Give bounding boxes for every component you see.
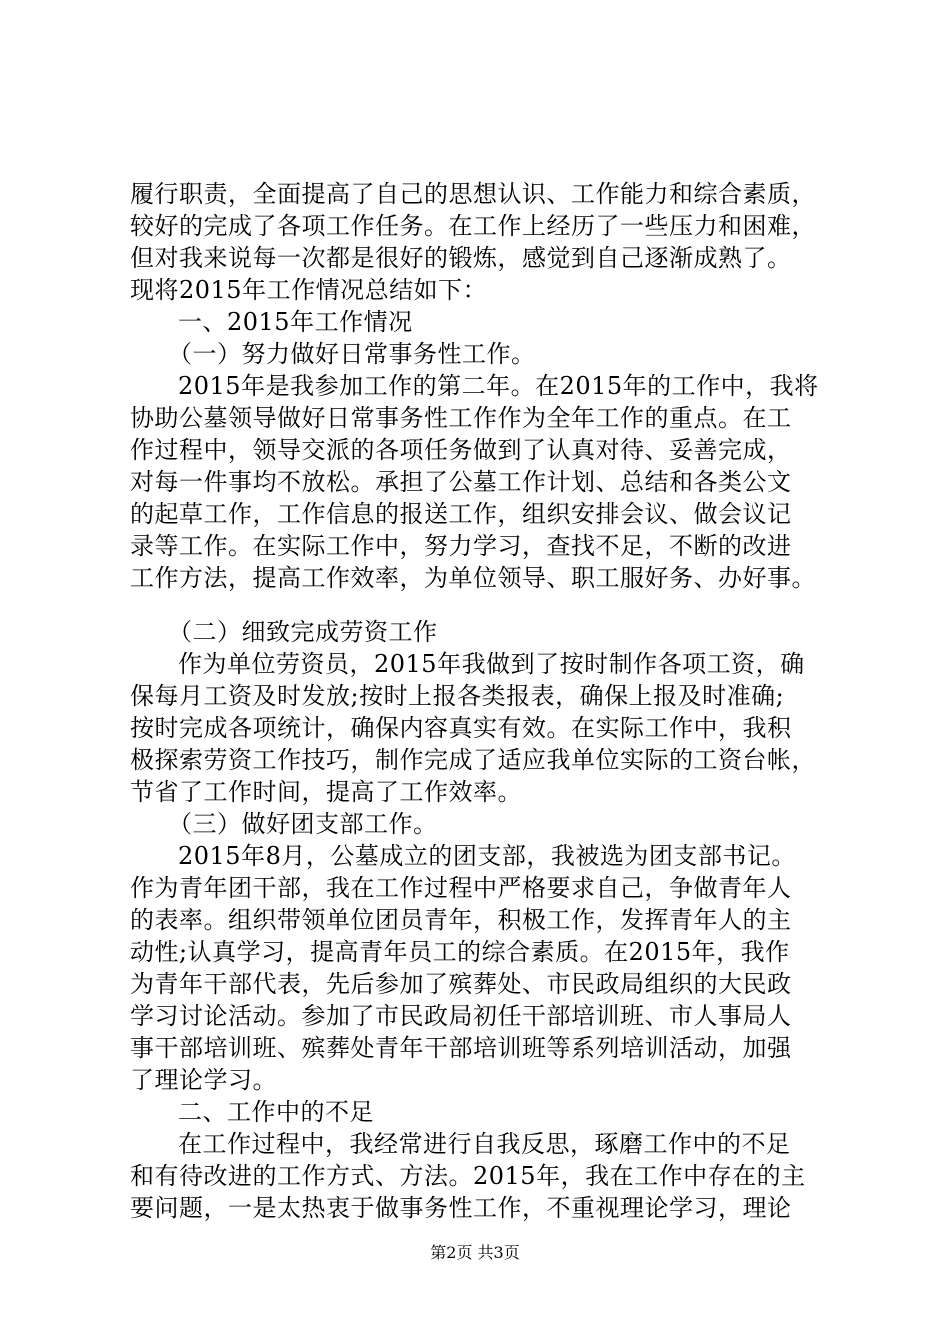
body-text-line: 极探索劳资工作技巧，制作完成了适应我单位实际的工资台帐， — [130, 746, 816, 774]
body-text-line: 动性;认真学习，提高青年员工的综合素质。在2015年，我作 — [130, 938, 790, 966]
body-text-line: 要问题，一是太热衷于做事务性工作，不重视理论学习，理论 — [130, 1194, 792, 1222]
body-text-line: 工作方法，提高工作效率，为单位领导、职工服好务、办好事。 — [130, 564, 816, 592]
subsection-heading: （二）细致完成劳资工作 — [168, 618, 438, 646]
body-text-line: 为青年干部代表，先后参加了殡葬处、市民政局组织的大民政 — [130, 970, 792, 998]
body-text-line: 节省了工作时间，提高了工作效率。 — [130, 778, 522, 806]
body-text-line: 的表率。组织带领单位团员青年，积极工作，发挥青年人的主 — [130, 906, 792, 934]
body-text-line: 作为青年团干部，我在工作过程中严格要求自己，争做青年人 — [130, 874, 792, 902]
body-text-line: 了理论学习。 — [130, 1066, 277, 1094]
body-text-line: 履行职责，全面提高了自己的思想认识、工作能力和综合素质， — [130, 180, 816, 208]
body-text-line: 作为单位劳资员，2015年我做到了按时制作各项工资，确 — [178, 650, 805, 678]
body-text-line: 学习讨论活动。参加了市民政局初任干部培训班、市人事局人 — [130, 1002, 792, 1030]
subsection-heading: （一）努力做好日常事务性工作。 — [168, 340, 536, 368]
body-text-line: 在工作过程中，我经常进行自我反思，琢磨工作中的不足 — [178, 1130, 791, 1158]
body-text-line: 事干部培训班、殡葬处青年干部培训班等系列培训活动，加强 — [130, 1034, 792, 1062]
body-text-line: 2015年是我参加工作的第二年。在2015年的工作中，我将 — [178, 372, 819, 400]
body-text-line: 按时完成各项统计，确保内容真实有效。在实际工作中，我积 — [130, 714, 792, 742]
body-text-line: 但对我来说每一次都是很好的锻炼，感觉到自己逐渐成熟了。 — [130, 244, 792, 272]
section-heading: 二、工作中的不足 — [178, 1098, 374, 1126]
body-text-line: 协助公墓领导做好日常事务性工作作为全年工作的重点。在工 — [130, 404, 792, 432]
body-text-line: 对每一件事均不放松。承担了公墓工作计划、总结和各类公文 — [130, 468, 792, 496]
subsection-heading: （三）做好团支部工作。 — [168, 810, 438, 838]
body-text-line: 保每月工资及时发放;按时上报各类报表，确保上报及时准确; — [130, 682, 785, 710]
body-text-line: 的起草工作，工作信息的报送工作，组织安排会议、做会议记 — [130, 500, 792, 528]
body-text-line: 作过程中，领导交派的各项任务做到了认真对待、妥善完成， — [130, 436, 792, 464]
body-text-line: 录等工作。在实际工作中，努力学习，查找不足，不断的改进 — [130, 532, 792, 560]
body-text-line: 现将2015年工作情况总结如下： — [130, 276, 488, 304]
page-footer: 第2页 共3页 — [430, 1243, 520, 1262]
body-text-line: 和有待改进的工作方式、方法。2015年，我在工作中存在的主 — [130, 1162, 806, 1190]
body-text-line: 较好的完成了各项工作任务。在工作上经历了一些压力和困难， — [130, 212, 816, 240]
section-heading: 一、2015年工作情况 — [178, 308, 413, 336]
body-text-line: 2015年8月，公墓成立的团支部，我被选为团支部书记。 — [178, 842, 796, 870]
